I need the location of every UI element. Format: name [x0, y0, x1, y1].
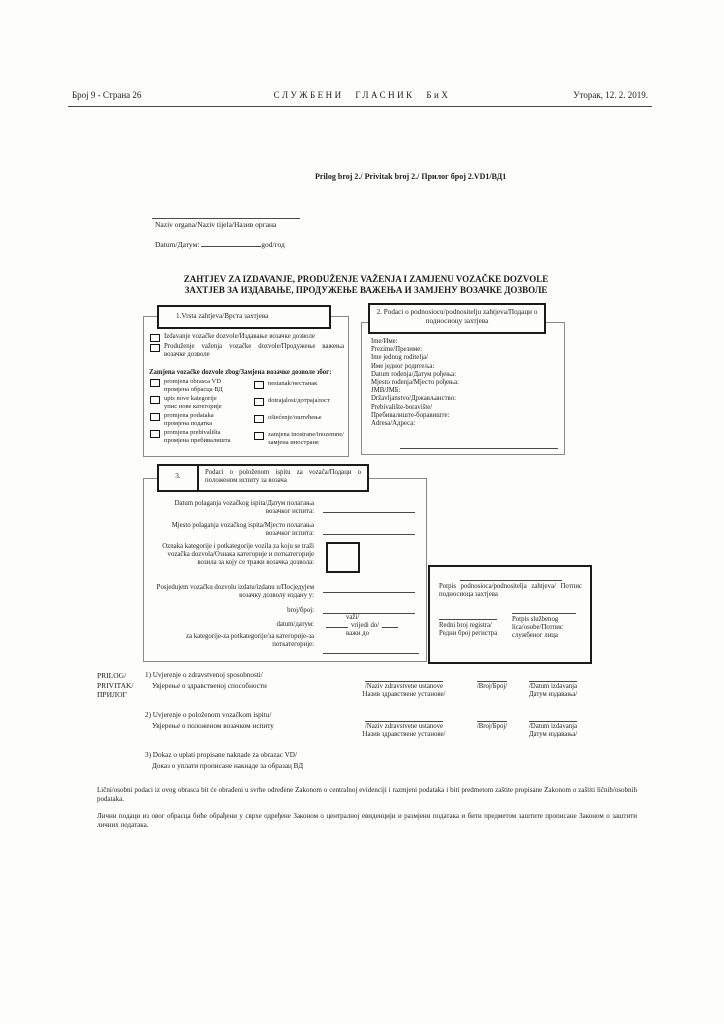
reason-label: zamjena inostrane/inozemne/: [268, 431, 344, 438]
broj-column-1: [469, 681, 515, 691]
date-label: Datum/Датум:: [155, 240, 200, 249]
validity-block: [326, 614, 418, 639]
naziv-ustanove-cyr: Назив здравствене установе/: [362, 731, 446, 739]
vrijedi-do-row: [326, 622, 418, 630]
checkbox-nestanak[interactable]: [254, 381, 264, 389]
reason-label: promjena podataka: [164, 412, 214, 419]
checkbox-promjena-prebivalista[interactable]: [150, 430, 160, 438]
posjedujem-label: Posjedujem vozačku dozvolu izdatu/izdanu u/Посједујем возачку дозволу издану у:: [156, 584, 314, 600]
mjesto-ispita-label: Mjesto polaganja vozačkog ispita/Мјесто полагања возачког испита:: [171, 522, 314, 538]
applicant-signature-label: [439, 583, 582, 599]
oznaka-kategorije-label: Oznaka kategorije i potkategorije vozila za koju se traži vozačka dozvola/Ознака категорије и поткатегорије возила за коју се тражи возачка дозвола:: [162, 543, 314, 567]
datum-izdavanja-column-1: [520, 681, 586, 699]
field-label: JMB/ЈМБ:: [371, 387, 401, 395]
form-title: [104, 274, 628, 296]
section3-box: [143, 478, 427, 662]
reason-label: promjena prebivališta: [164, 429, 221, 436]
section1-box: [143, 316, 349, 457]
section1-header: 1.Vrsta zahtjeva/Врста захтјева: [157, 305, 331, 329]
datum-ispita-label: Datum polaganja vozačkog ispita/Датум полагања возачког испита:: [174, 500, 314, 516]
field-label: Ime/Име:: [371, 338, 398, 345]
datum-izdavanja-column-2: [520, 721, 586, 739]
datum-label: datum/датум:: [276, 621, 314, 628]
section3-header-text: Podaci o položenom ispitu za vozača/Подаци о положеном испиту за возача: [205, 469, 361, 485]
field-label: Datum rođenja/Датум рођења:: [371, 370, 457, 378]
naziv-ustanove-latin: /Naziv zdravstvene ustanove: [364, 723, 444, 730]
attachment-item-1-cyr: Увјерење о здравственој способности: [152, 682, 267, 690]
vazi-do-label: важи до: [346, 630, 370, 638]
reason-label-cyr: промјена пребивалишта: [164, 437, 231, 444]
registry-number-line[interactable]: [439, 619, 497, 620]
checkbox-zamjena-inostrane[interactable]: [254, 432, 264, 440]
reason-label-cyr: замјена иностране: [268, 439, 319, 446]
attachment-item-3-latin: 3) Dokaz o uplati propisane naknade za obrazac VD/: [145, 751, 297, 759]
field-label: Mjesto rođenja/Мјесто рођења:: [371, 379, 459, 387]
reason-label: promjena obrasca VD: [164, 378, 221, 385]
applicant-fields: [371, 338, 556, 428]
applicant-signature-line[interactable]: [460, 580, 562, 581]
reason-dotrajalost: [254, 397, 346, 406]
field-label: Adresa/Адреса:: [371, 420, 416, 428]
gazette-title: СЛУЖБЕНИ ГЛАСНИК БиХ: [273, 90, 451, 100]
official-signature-line[interactable]: [512, 613, 576, 614]
header-rule: [68, 106, 652, 107]
attachment-item-2-cyr: Увјерење о положеном возачком испиту: [152, 722, 274, 730]
field-label: Пребивалиште-боравиште:: [371, 411, 450, 419]
reason-label: oštećenje/оштећење: [268, 414, 322, 421]
broj-column-label: /Broj/Број/: [476, 723, 508, 730]
reason-zamjena-inostrane: [254, 431, 346, 447]
attachment-item-3-cyr: Доказ о уплати прописане накнаде за образац ВД: [152, 762, 304, 770]
privacy-note-cyr: Лични подаци из овог обрасца биће обрађени у сврхе одређене Законом о централној евиденцији и размјени података и бити предметом заштите прописане Законом о заштити личних података.: [97, 812, 637, 829]
kategorije-label: za kategorije-za potkategorije/за категорије-за поткатегорије:: [185, 633, 314, 649]
date-suffix: god/год: [261, 240, 285, 249]
reason-label: dotrajalost/дотрајалост: [268, 397, 330, 404]
prilog-label-cyr: ПРИЛОГ: [97, 690, 127, 699]
form-title-latin: ZAHTJEV ZA IZDAVANJE, PRODUŽENJE VAŽENJA I ZAMJENU VOZAČKE DOZVOLE: [183, 274, 549, 284]
vrijedi-do-label: vrijedi do/: [351, 622, 380, 630]
reason-ostecenje: [254, 414, 346, 423]
naziv-ustanove-column-2: [343, 721, 465, 739]
authority-date-row: [155, 240, 285, 250]
reason-label-cyr: промјена обрасца ВД: [164, 386, 223, 393]
prilog-label-privitak: PRIVITAK/: [97, 680, 134, 690]
attachment-item-1-latin: 1) Uvjerenje o zdravstvenoj sposobnosti/: [145, 671, 263, 679]
field-label: Državljanstvo/Држављанство:: [371, 395, 457, 403]
section3-header: [157, 464, 369, 492]
reason-promjena-obrasca: [150, 378, 250, 394]
signature-box: [428, 565, 592, 664]
address-fill-line[interactable]: [400, 448, 558, 449]
reason-label: upis nove kategorije: [164, 395, 217, 402]
zamjena-subheader: Zamjena vozačke dozvole zbog/Замјена возачке дозволе због:: [149, 369, 332, 376]
reason-promjena-prebivalista: [150, 429, 250, 445]
naziv-ustanove-latin: /Naziv zdravstvene ustanove: [364, 683, 444, 690]
option-izdavanje: [150, 333, 344, 342]
vrijedi-line[interactable]: [326, 627, 348, 628]
reason-promjena-podataka: [150, 412, 250, 428]
attachment-item-2-latin: 2) Uvjerenje o položenom vozačkom ispitu/: [145, 711, 272, 719]
reason-label: nestanak/нестанак: [268, 380, 318, 387]
broj-column-label: /Broj/Број/: [476, 683, 508, 690]
checkbox-ostecenje[interactable]: [254, 415, 264, 423]
page-number: Број 9 - Страна 26: [72, 90, 142, 100]
reason-upis-kategorije: [150, 395, 250, 411]
option-izdavanje-label: Izdavanje vozačke dozvole/Издавање возачке дозволе: [164, 333, 315, 340]
mjesto-ispita-line[interactable]: [323, 534, 415, 535]
broj-label: broj/број:: [287, 607, 314, 614]
checkbox-izdavanje[interactable]: [150, 334, 160, 342]
checkbox-promjena-podataka[interactable]: [150, 413, 160, 421]
vazi-label: važi/: [346, 614, 360, 621]
checkbox-upis-kategorije[interactable]: [150, 396, 160, 404]
applicant-signature-cyr: Потпис подносиоца захтјева: [439, 583, 582, 599]
posjedujem-line[interactable]: [323, 592, 415, 593]
datum-izdavanja-cyr: Датум издавања/: [528, 731, 578, 739]
checkbox-promjena-obrasca[interactable]: [150, 379, 160, 387]
checkbox-dotrajalost[interactable]: [254, 398, 264, 406]
section2-header: 2. Podaci o podnosiocu/podnositelju zahtjeva/Подаци о подносиоцу захтјева: [368, 303, 546, 334]
field-label: Име једног родитеља:: [371, 362, 435, 370]
privacy-note-latin: Lični/osobni podaci iz ovog obrasca bit će obrađeni u svrhe određene Zakonom o centralnoj evidenciji i razmjeni podataka i biti predmetom zaštite propisane Zakonom o zaštiti ličnih/osobnih podataka.: [97, 786, 637, 803]
naziv-ustanove-column-1: [343, 681, 465, 699]
issue-date: Уторак, 12. 2. 2019.: [573, 90, 648, 100]
registry-cyr: Редни број регистра: [439, 630, 498, 638]
field-label: Ime jednog roditelja/: [371, 354, 429, 362]
kategorije-line[interactable]: [323, 653, 419, 654]
form-title-cyrillic: ЗАХТЈЕВ ЗА ИЗДАВАЊЕ, ПРОДУЖЕЊЕ ВАЖЕЊА И ЗАМЈЕНУ ВОЗАЧКЕ ДОЗВОЛЕ: [184, 285, 548, 295]
reason-label-cyr: промјена податка: [164, 420, 212, 427]
option-produzenje-label: Produženje važenja vozačke dozvole/Продужење важења возачке дозволе: [164, 343, 344, 359]
authority-name-line[interactable]: [152, 218, 300, 219]
do-line[interactable]: [382, 627, 398, 628]
option-produzenje: [150, 343, 344, 359]
checkbox-produzenje[interactable]: [150, 344, 160, 352]
registry-number-label: [439, 622, 509, 638]
date-fill-line[interactable]: [201, 246, 261, 247]
category-input-box[interactable]: [326, 542, 360, 573]
field-label: Prebivalište-boravište/: [371, 403, 433, 411]
datum-ispita-line[interactable]: [323, 512, 415, 513]
registry-latin: Redni broj registra/: [439, 622, 492, 629]
prilog-label: [97, 671, 133, 700]
broj-column-2: [469, 721, 515, 731]
reason-nestanak: [254, 380, 346, 389]
datum-izdavanja-cyr: Датум издавања/: [528, 691, 578, 699]
applicant-signature-latin: Potpis podnosioca/podnositelja zahtjeva/: [439, 583, 556, 590]
datum-izdavanja-latin: /Datum izdavanja: [528, 683, 578, 690]
section3-number: 3.: [159, 466, 199, 490]
official-signature-label: Potpis službenog lica/osobe/Потпис службеног лица: [512, 616, 563, 640]
section2-box: [361, 322, 565, 455]
authority-name-label: Naziv organa/Naziv tijela/Назив органа: [155, 220, 277, 229]
prilog-label-latin: PRILOG/: [97, 671, 127, 680]
attachment-number-title: Prilog broj 2./ Privitak broj 2./ Прилог број 2.VD1/ВД1: [315, 172, 507, 181]
reason-label-cyr: упис нове категорије: [164, 403, 222, 410]
field-label: Prezime/Презиме:: [371, 346, 423, 354]
naziv-ustanove-cyr: Назив здравствене установе/: [362, 691, 446, 699]
datum-izdavanja-latin: /Datum izdavanja: [528, 723, 578, 730]
